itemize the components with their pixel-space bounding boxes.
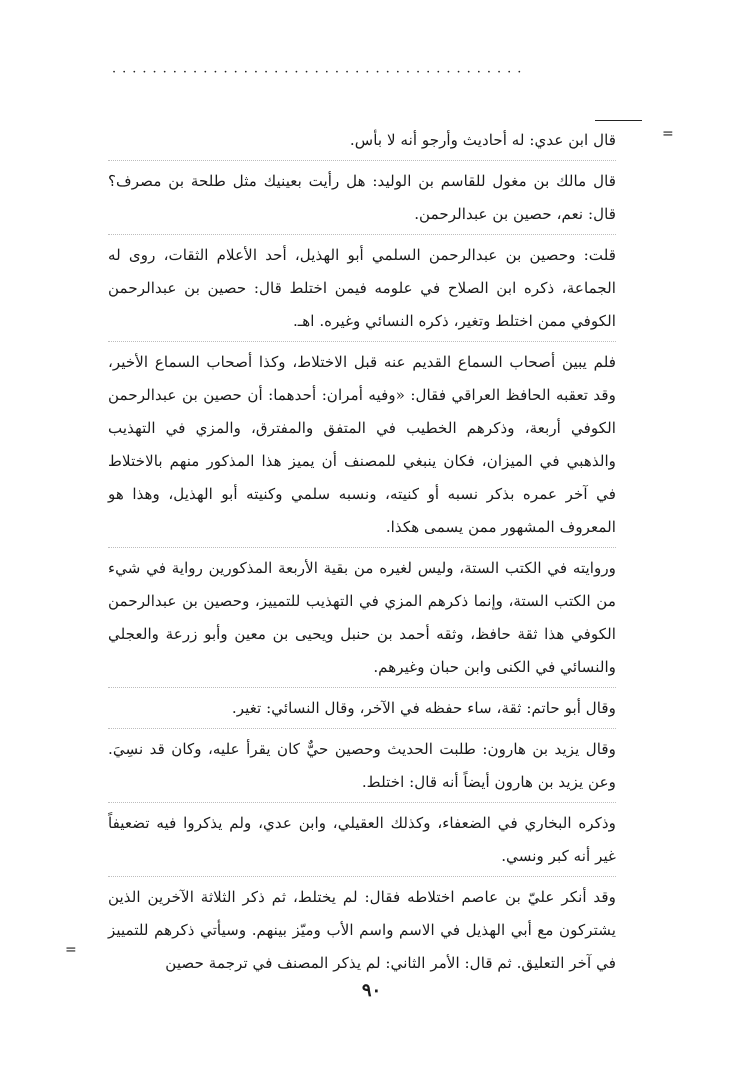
paragraph-divider xyxy=(108,160,616,161)
footnote-separator-line xyxy=(595,120,642,121)
continuation-mark-top: = xyxy=(662,126,674,142)
paragraph-divider xyxy=(108,876,616,877)
paragraph-bukhari-duafa: وذكره البخاري في الضعفاء، وكذلك العقيلي، وابن عدي، ولم يذكروا فيه تضعيفاً غير أنه كبر ونسي. xyxy=(108,814,616,865)
page-number: ٩٠ xyxy=(361,980,382,1001)
paragraph-ibn-adi: قال ابن عدي: له أحاديث وأرجو أنه لا بأس. xyxy=(349,131,616,149)
paragraph-six-books: وروايته في الكتب الستة، وليس لغيره من بقية الأربعة المذكورين رواية في شيء من الكتب الستة، وإنما ذكرهم المزي في التهذيب للتمييز، وحصين بن عبدالرحمن الكوفي هذا ثقة حافظ، وثقه أحمد بن حنبل ويحيى بن معين وأبو زرعة والعجلي والنسائي في الكنى وابن حبان وغيرهم. xyxy=(108,559,616,676)
paragraph-divider xyxy=(108,687,616,688)
header-dotted-rule: ········································· xyxy=(112,66,528,80)
paragraph-yazid-ibn-harun: وقال يزيد بن هارون: طلبت الحديث وحصين حيٌّ كان يقرأ عليه، وكان قد نسِيَ. وعن يزيد بن هارون أيضاً أنه قال: اختلط. xyxy=(108,740,616,791)
paragraph-qultu: قلت: وحصين بن عبدالرحمن السلمي أبو الهذيل، أحد الأعلام الثقات، روى له الجماعة، ذكره ابن الصلاح في علومه فيمن اختلط قال: حصين بن عبدالرحمن الكوفي ممن اختلط وتغير، ذكره النسائي وغيره. اهـ. xyxy=(108,246,616,330)
paragraph-ali-ibn-asim: وقد أنكر عليّ بن عاصم اختلاطه فقال: لم يختلط، ثم ذكر الثلاثة الآخرين الذين يشتركون مع أبي الهذيل في الاسم واسم الأب وميّز بينهم. وسيأتي ذكرهم للتمييز في آخر التعليق. ثم قال: الأمر الثاني: لم يذكر المصنف في ترجمة حصين xyxy=(108,888,616,972)
paragraph-divider xyxy=(108,802,616,803)
paragraph-abu-hatim: وقال أبو حاتم: ثقة، ساء حفظه في الآخر، وقال النسائي: تغير. xyxy=(231,699,616,717)
paragraph-malik-ibn-mighwal: قال مالك بن مغول للقاسم بن الوليد: هل رأيت بعينيك مثل طلحة بن مصرف؟ قال: نعم، حصين بن عبدالرحمن. xyxy=(108,172,616,223)
footnote-text-block xyxy=(108,124,616,980)
paragraph-divider xyxy=(108,234,616,235)
continuation-mark-bottom: = xyxy=(65,942,77,958)
paragraph-divider xyxy=(108,547,616,548)
paragraph-divider xyxy=(108,341,616,342)
paragraph-divider xyxy=(108,728,616,729)
paragraph-iraqi-commentary: فلم يبين أصحاب السماع القديم عنه قبل الاختلاط، وكذا أصحاب السماع الأخير، وقد تعقبه الحافظ العراقي فقال: «وفيه أمران: أحدهما: أن حصين بن عبدالرحمن الكوفي أربعة، وذكرهم الخطيب في المتفق والمفترق، والمزي في التهذيب والذهبي في الميزان، فكان ينبغي للمصنف أن يميز هذا المذكور منهم بالاختلاط في آخر عمره بذكر نسبه أو كنيته، ونسبه سلمي وكنيته أبو الهذيل، وهذا هو المعروف المشهور ممن يسمى هكذا. xyxy=(108,353,616,536)
